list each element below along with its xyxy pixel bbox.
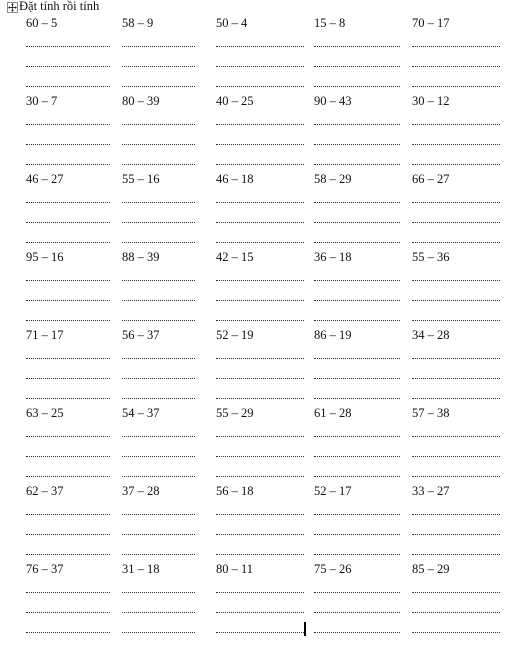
answer-line[interactable]	[314, 300, 400, 301]
exercise-cell	[412, 554, 500, 632]
exercise-cell	[314, 242, 400, 320]
exercise-row	[0, 476, 512, 554]
subtraction-problem: 30 – 12	[412, 94, 450, 108]
answer-line[interactable]	[412, 46, 500, 47]
answer-line[interactable]	[314, 378, 400, 379]
exercise-cell	[412, 476, 500, 554]
subtraction-problem: 46 – 18	[216, 172, 254, 186]
answer-line[interactable]	[412, 144, 500, 145]
exercise-row	[0, 320, 512, 398]
exercise-cell	[26, 86, 110, 164]
answer-line[interactable]	[122, 202, 195, 203]
exercise-cell	[122, 398, 195, 476]
answer-line[interactable]	[216, 592, 304, 593]
answer-line[interactable]	[412, 612, 500, 613]
answer-line[interactable]	[412, 632, 500, 633]
answer-line[interactable]	[314, 280, 400, 281]
subtraction-problem: 95 – 16	[26, 250, 64, 264]
answer-line[interactable]	[314, 592, 400, 593]
subtraction-problem: 80 – 39	[122, 94, 160, 108]
answer-line[interactable]	[122, 534, 195, 535]
exercise-cell	[412, 164, 500, 242]
exercise-row	[0, 164, 512, 242]
exercise-cell	[412, 86, 500, 164]
subtraction-problem: 70 – 17	[412, 16, 450, 30]
answer-line[interactable]	[26, 280, 110, 281]
answer-line[interactable]	[314, 436, 400, 437]
subtraction-problem: 15 – 8	[314, 16, 346, 30]
subtraction-problem: 71 – 17	[26, 328, 64, 342]
exercise-cell	[122, 86, 195, 164]
answer-line[interactable]	[122, 46, 195, 47]
answer-line[interactable]	[216, 66, 304, 67]
answer-line[interactable]	[26, 144, 110, 145]
exercise-cell	[26, 476, 110, 554]
subtraction-problem: 55 – 29	[216, 406, 254, 420]
answer-line[interactable]	[122, 358, 195, 359]
answer-line[interactable]	[412, 534, 500, 535]
exercise-cell	[122, 242, 195, 320]
exercise-row	[0, 8, 512, 86]
answer-line[interactable]	[216, 514, 304, 515]
answer-line[interactable]	[412, 378, 500, 379]
exercise-row	[0, 242, 512, 320]
answer-line[interactable]	[26, 632, 110, 633]
answer-line[interactable]	[216, 300, 304, 301]
exercise-cell	[216, 398, 304, 476]
answer-line[interactable]	[122, 300, 195, 301]
answer-line[interactable]	[412, 592, 500, 593]
answer-line[interactable]	[122, 280, 195, 281]
answer-line[interactable]	[412, 358, 500, 359]
exercise-cell	[216, 242, 304, 320]
subtraction-problem: 42 – 15	[216, 250, 254, 264]
subtraction-problem: 52 – 19	[216, 328, 254, 342]
answer-line[interactable]	[122, 456, 195, 457]
answer-line[interactable]	[26, 300, 110, 301]
exercise-cell	[26, 320, 110, 398]
subtraction-problem: 63 – 25	[26, 406, 64, 420]
exercise-cell	[314, 164, 400, 242]
subtraction-problem: 37 – 28	[122, 484, 160, 498]
subtraction-problem: 55 – 36	[412, 250, 450, 264]
answer-line[interactable]	[26, 436, 110, 437]
answer-line[interactable]	[122, 632, 195, 633]
answer-line[interactable]	[412, 66, 500, 67]
subtraction-problem: 40 – 25	[216, 94, 254, 108]
text-cursor	[304, 622, 306, 636]
subtraction-problem: 56 – 18	[216, 484, 254, 498]
answer-line[interactable]	[122, 144, 195, 145]
subtraction-problem: 66 – 27	[412, 172, 450, 186]
exercise-cell	[216, 554, 304, 632]
exercise-cell	[216, 86, 304, 164]
answer-line[interactable]	[26, 124, 110, 125]
answer-line[interactable]	[26, 66, 110, 67]
answer-line[interactable]	[122, 378, 195, 379]
exercise-cell	[26, 242, 110, 320]
answer-line[interactable]	[216, 46, 304, 47]
exercise-cell	[122, 476, 195, 554]
exercise-cell	[216, 8, 304, 86]
subtraction-problem: 61 – 28	[314, 406, 352, 420]
subtraction-problem: 86 – 19	[314, 328, 352, 342]
subtraction-problem: 88 – 39	[122, 250, 160, 264]
answer-line[interactable]	[216, 534, 304, 535]
exercise-cell	[26, 8, 110, 86]
exercise-cell	[314, 86, 400, 164]
answer-line[interactable]	[26, 612, 110, 613]
exercise-cell	[412, 398, 500, 476]
subtraction-problem: 90 – 43	[314, 94, 352, 108]
exercise-cell	[314, 398, 400, 476]
exercise-cell	[216, 164, 304, 242]
subtraction-problem: 50 – 4	[216, 16, 248, 30]
answer-line[interactable]	[412, 222, 500, 223]
exercise-cell	[314, 554, 400, 632]
exercise-cell	[26, 164, 110, 242]
answer-line[interactable]	[412, 456, 500, 457]
answer-line[interactable]	[26, 46, 110, 47]
answer-line[interactable]	[122, 222, 195, 223]
answer-line[interactable]	[216, 280, 304, 281]
exercise-cell	[26, 554, 110, 632]
answer-line[interactable]	[216, 456, 304, 457]
answer-line[interactable]	[216, 612, 304, 613]
answer-line[interactable]	[412, 280, 500, 281]
subtraction-problem: 60 – 5	[26, 16, 58, 30]
exercise-cell	[412, 320, 500, 398]
answer-line[interactable]	[314, 222, 400, 223]
answer-line[interactable]	[26, 456, 110, 457]
subtraction-problem: 56 – 37	[122, 328, 160, 342]
subtraction-problem: 52 – 17	[314, 484, 352, 498]
exercise-cell	[122, 8, 195, 86]
answer-line[interactable]	[216, 124, 304, 125]
answer-line[interactable]	[412, 436, 500, 437]
exercise-cell	[216, 476, 304, 554]
answer-line[interactable]	[26, 358, 110, 359]
subtraction-problem: 62 – 37	[26, 484, 64, 498]
answer-line[interactable]	[412, 514, 500, 515]
subtraction-problem: 75 – 26	[314, 562, 352, 576]
subtraction-problem: 46 – 27	[26, 172, 64, 186]
answer-line[interactable]	[122, 514, 195, 515]
subtraction-problem: 58 – 9	[122, 16, 154, 30]
exercise-cell	[412, 8, 500, 86]
answer-line[interactable]	[122, 66, 195, 67]
answer-line[interactable]	[314, 144, 400, 145]
subtraction-problem: 58 – 29	[314, 172, 352, 186]
answer-line[interactable]	[314, 514, 400, 515]
subtraction-problem: 76 – 37	[26, 562, 64, 576]
answer-line[interactable]	[314, 46, 400, 47]
answer-line[interactable]	[26, 222, 110, 223]
answer-line[interactable]	[216, 378, 304, 379]
exercise-title: Đặt tính rồi tính	[19, 0, 100, 13]
exercise-cell	[216, 320, 304, 398]
subtraction-problem: 36 – 18	[314, 250, 352, 264]
subtraction-problem: 57 – 38	[412, 406, 450, 420]
answer-line[interactable]	[216, 202, 304, 203]
answer-line[interactable]	[314, 534, 400, 535]
answer-line[interactable]	[216, 436, 304, 437]
subtraction-problem: 80 – 11	[216, 562, 254, 576]
exercise-cell	[122, 554, 195, 632]
answer-line[interactable]	[216, 358, 304, 359]
answer-line[interactable]	[26, 534, 110, 535]
subtraction-problem: 34 – 28	[412, 328, 450, 342]
answer-line[interactable]	[122, 436, 195, 437]
exercise-row	[0, 398, 512, 476]
answer-line[interactable]	[122, 592, 195, 593]
exercise-cell	[26, 398, 110, 476]
answer-line[interactable]	[122, 124, 195, 125]
answer-line[interactable]	[26, 592, 110, 593]
answer-line[interactable]	[314, 632, 400, 633]
exercise-cell	[122, 164, 195, 242]
exercise-row	[0, 86, 512, 164]
exercise-cell	[314, 8, 400, 86]
answer-line[interactable]	[412, 300, 500, 301]
exercise-row	[0, 554, 512, 632]
answer-line[interactable]	[216, 632, 304, 633]
answer-line[interactable]	[314, 358, 400, 359]
answer-line[interactable]	[26, 514, 110, 515]
answer-line[interactable]	[26, 202, 110, 203]
subtraction-problem: 31 – 18	[122, 562, 160, 576]
answer-line[interactable]	[26, 378, 110, 379]
answer-line[interactable]	[314, 202, 400, 203]
exercise-cell	[314, 320, 400, 398]
answer-line[interactable]	[122, 612, 195, 613]
answer-line[interactable]	[216, 144, 304, 145]
answer-line[interactable]	[314, 66, 400, 67]
exercise-cell	[314, 476, 400, 554]
subtraction-problem: 33 – 27	[412, 484, 450, 498]
exercise-cell	[122, 320, 195, 398]
answer-line[interactable]	[412, 124, 500, 125]
subtraction-problem: 54 – 37	[122, 406, 160, 420]
subtraction-problem: 30 – 7	[26, 94, 58, 108]
answer-line[interactable]	[412, 202, 500, 203]
subtraction-problem: 85 – 29	[412, 562, 450, 576]
subtraction-problem: 55 – 16	[122, 172, 160, 186]
answer-line[interactable]	[216, 222, 304, 223]
answer-line[interactable]	[314, 612, 400, 613]
answer-line[interactable]	[314, 456, 400, 457]
answer-line[interactable]	[314, 124, 400, 125]
exercise-cell	[412, 242, 500, 320]
